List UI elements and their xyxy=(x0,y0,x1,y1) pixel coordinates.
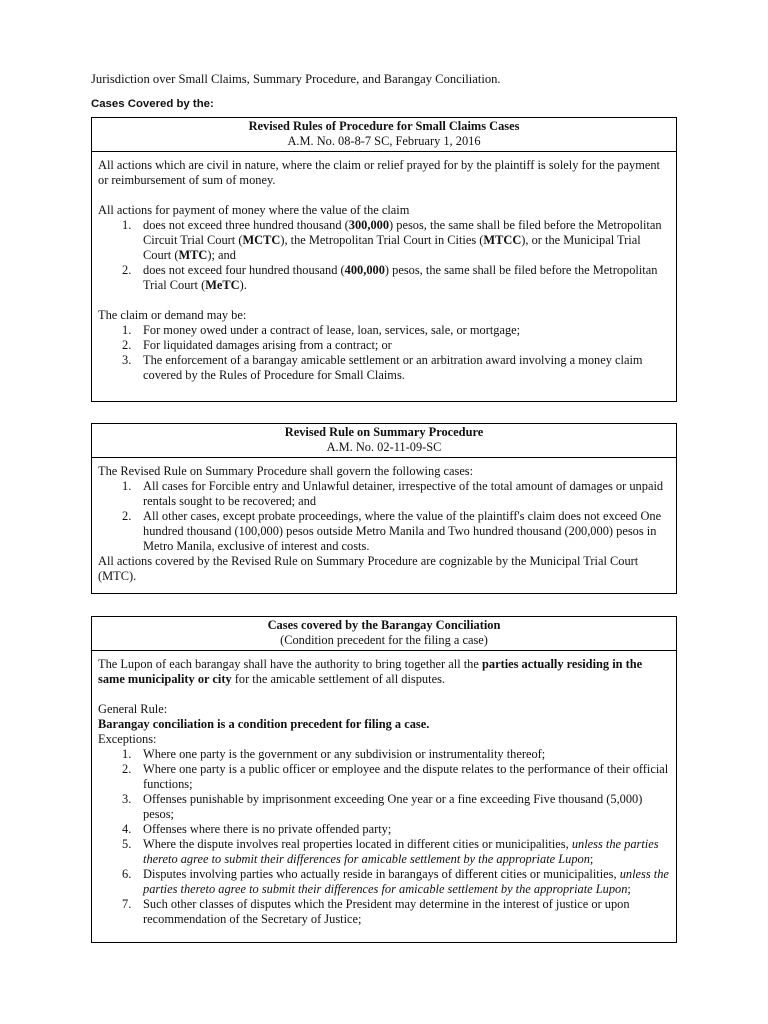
list-item xyxy=(98,509,670,554)
small-claims-para2: All actions for payment of money where the value of the claim xyxy=(98,203,410,217)
demand-list xyxy=(98,323,670,383)
amount-bold: 300,000 xyxy=(348,218,390,232)
amount-bold: 400,000 xyxy=(344,263,385,277)
item-text: Where one party is a public officer or employee and the dispute relates to the performance of their official functions; xyxy=(143,762,669,791)
item-text: Where the dispute involves real properties located in different cities or municipalities, xyxy=(143,837,572,851)
item-text: ; xyxy=(627,882,631,896)
cases-covered-label: Cases Covered by the: xyxy=(91,98,214,110)
court-abbrev: MTC xyxy=(178,248,208,262)
general-rule xyxy=(98,717,670,732)
list-number: 2. xyxy=(122,509,132,523)
list-item xyxy=(98,762,670,792)
list-item xyxy=(98,747,670,762)
para-text: The Lupon of each barangay shall have the authority to bring together all the xyxy=(98,657,482,671)
list-item xyxy=(98,867,670,897)
list-number: 2. xyxy=(122,762,132,776)
list-item xyxy=(98,263,670,293)
para-bold: parties actually residing in the same municipality or city xyxy=(98,657,643,686)
item-text: ), the Metropolitan Trial Court in Cities ( xyxy=(280,233,484,247)
barangay-title: Cases covered by the Barangay Conciliation xyxy=(267,618,501,632)
list-number: 2. xyxy=(122,263,132,277)
list-number: 6. xyxy=(122,867,132,881)
list-number: 1. xyxy=(122,479,132,493)
item-text: ); and xyxy=(207,248,236,262)
list-item xyxy=(98,792,670,822)
list-item xyxy=(98,822,670,837)
summary-procedure-subtitle: A.M. No. 02-11-09-SC xyxy=(326,440,442,454)
barangay-subtitle: (Condition precedent for the filing a case) xyxy=(280,633,488,647)
item-text: does not exceed three hundred thousand ( xyxy=(143,218,349,232)
court-abbrev: MTCC xyxy=(483,233,522,247)
item-text: Offenses punishable by imprisonment exceeding One year or a fine exceeding Five thousand (5,000) pesos; xyxy=(143,792,643,821)
list-item xyxy=(98,837,670,867)
item-text: For money owed under a contract of lease, loan, services, sale, or mortgage; xyxy=(143,323,521,337)
barangay-para1 xyxy=(98,657,670,687)
court-abbrev: MCTC xyxy=(242,233,281,247)
item-italic: unless the parties thereto agree to submit their differences for amicable settlement by the appropriate Lupon xyxy=(143,837,659,866)
item-text: does not exceed four hundred thousand ( xyxy=(143,263,345,277)
item-text: Where one party is the government or any subdivision or instrumentality thereof; xyxy=(143,747,546,761)
small-claims-box xyxy=(91,117,677,402)
list-item xyxy=(98,218,670,263)
summary-procedure-title: Revised Rule on Summary Procedure xyxy=(284,425,484,439)
item-text: Disputes involving parties who actually reside in barangays of different cities or municipalities, xyxy=(143,867,620,881)
list-item xyxy=(98,338,670,353)
list-number: 2. xyxy=(122,338,132,352)
item-text: ) pesos, the same shall be filed before the Metropolitan Trial Court ( xyxy=(143,263,658,292)
item-text: ; xyxy=(589,852,594,866)
list-number: 4. xyxy=(122,822,132,836)
item-text: Offenses where there is no private offended party; xyxy=(143,822,392,836)
summary-closing: All actions covered by the Revised Rule on Summary Procedure are cognizable by the Municipal Trial Court (MTC). xyxy=(98,554,639,583)
court-abbrev: MeTC xyxy=(205,278,240,292)
list-number: 5. xyxy=(122,837,132,851)
item-italic: unless the parties thereto agree to submit their differences for amicable settlement by the appropriate Lupon xyxy=(143,867,669,896)
list-number: 3. xyxy=(122,353,132,367)
general-rule-text: Barangay conciliation is a condition precedent for filing a case. xyxy=(98,717,430,731)
item-text: ). xyxy=(239,278,247,292)
small-claims-subtitle: A.M. No. 08-8-7 SC, February 1, 2016 xyxy=(287,134,481,148)
item-text: For liquidated damages arising from a contract; or xyxy=(143,338,392,352)
list-item xyxy=(98,479,670,509)
list-number: 1. xyxy=(122,323,132,337)
small-claims-header xyxy=(92,118,676,152)
page-title: Jurisdiction over Small Claims, Summary Procedure, and Barangay Conciliation. xyxy=(91,72,501,86)
summary-intro: The Revised Rule on Summary Procedure shall govern the following cases: xyxy=(98,464,474,478)
barangay-body xyxy=(92,651,676,927)
list-item xyxy=(98,323,670,338)
item-text: ), or the Municipal Trial Court ( xyxy=(143,233,641,262)
list-number: 7. xyxy=(122,897,132,911)
item-text: The enforcement of a barangay amicable settlement or an arbitration award involving a money claim covered by the Rules of Procedure for Small Claims. xyxy=(143,353,643,382)
small-claims-title: Revised Rules of Procedure for Small Claims Cases xyxy=(248,119,520,133)
value-list xyxy=(98,218,670,293)
item-text: ) pesos, the same shall be filed before the Metropolitan Circuit Trial Court ( xyxy=(143,218,662,247)
barangay-box xyxy=(91,616,677,943)
list-item xyxy=(98,353,670,383)
summary-procedure-header xyxy=(92,424,676,458)
list-number: 1. xyxy=(122,218,132,232)
general-rule-label: General Rule: xyxy=(98,702,168,716)
item-text: All other cases, except probate proceedings, where the value of the plaintiff's claim does not exceed One hundred thousand (100,000) pesos outside Metro Manila and Two hundred thousand (200,000) pesos in Metro Manila, exclusive of interest and costs. xyxy=(143,509,662,553)
para-text: for the amicable settlement of all disputes. xyxy=(231,672,445,686)
summary-procedure-body xyxy=(92,458,676,584)
list-number: 1. xyxy=(122,747,132,761)
exceptions-label: Exceptions: xyxy=(98,732,157,746)
list-number: 3. xyxy=(122,792,132,806)
summary-procedure-box xyxy=(91,423,677,594)
item-text: All cases for Forcible entry and Unlawful detainer, irrespective of the total amount of damages or unpaid rentals sought to be recovered; and xyxy=(143,479,664,508)
small-claims-para1: All actions which are civil in nature, where the claim or relief prayed for by the plaintiff is solely for the payment or reimbursement of sum of money. xyxy=(98,158,660,187)
exceptions-list xyxy=(98,747,670,927)
item-text: Such other classes of disputes which the President may determine in the interest of justice or upon recommendation of the Secretary of Justice; xyxy=(143,897,630,926)
small-claims-body xyxy=(92,152,676,383)
summary-list xyxy=(98,479,670,554)
small-claims-para3: The claim or demand may be: xyxy=(98,308,247,322)
barangay-header xyxy=(92,617,676,651)
list-item xyxy=(98,897,670,927)
